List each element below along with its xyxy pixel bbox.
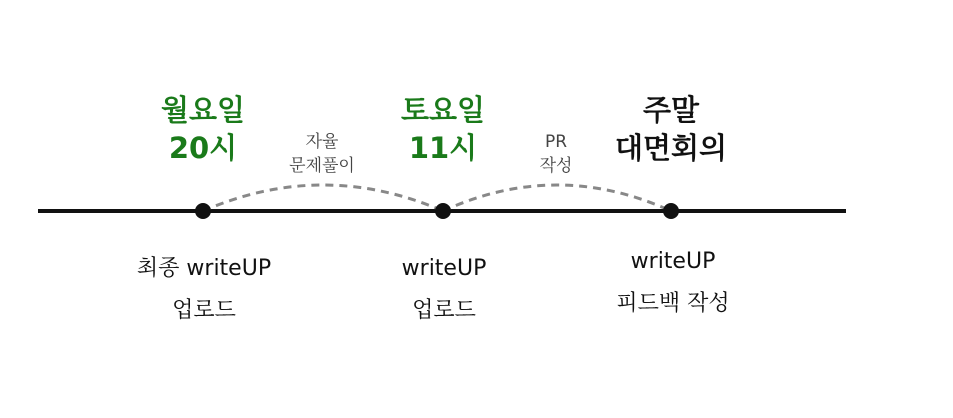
arc-label-line: 자율 <box>305 132 339 152</box>
milestone-caption-weekend: writeUP <box>630 249 716 274</box>
arc-label-line: 문제풀이 <box>289 156 355 176</box>
milestone-title-monday: 20시 <box>168 131 238 165</box>
milestone-title-saturday: 토요일 <box>400 93 486 127</box>
milestone-caption-monday: 최종 writeUP <box>136 256 272 281</box>
milestone-caption-saturday: writeUP <box>401 256 487 281</box>
milestone-title-weekend: 대면회의 <box>614 131 728 165</box>
arc-monday-saturday <box>203 185 443 211</box>
milestone-caption-saturday: 업로드 <box>412 298 476 323</box>
arc-label-line: PR <box>544 132 568 152</box>
arc-label-line: 작성 <box>539 156 573 176</box>
milestone-dot-saturday <box>435 203 451 219</box>
milestone-title-monday: 월요일 <box>160 93 246 127</box>
milestone-caption-monday: 업로드 <box>172 298 236 323</box>
arc-saturday-weekend <box>443 185 671 211</box>
milestone-title-saturday: 11시 <box>408 131 478 165</box>
milestone-dot-monday <box>195 203 211 219</box>
milestone-title-weekend: 주말 <box>642 93 700 127</box>
milestone-caption-weekend: 피드백 작성 <box>616 291 730 316</box>
milestone-dot-weekend <box>663 203 679 219</box>
